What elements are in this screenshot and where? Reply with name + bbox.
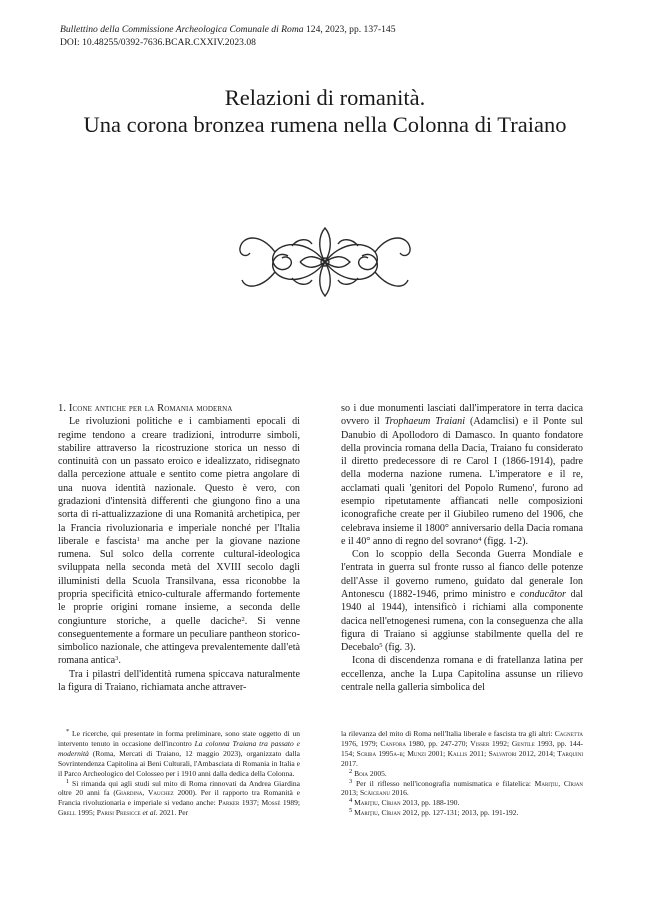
text: ). Per il rapporto tra Romanità e Francia rivoluzionaria e imperiale si vedano anche: [58, 788, 300, 808]
citation: Mariţiu, Cîrjan 2013 [354, 798, 418, 808]
right-column [341, 402, 583, 694]
section-title: Icone antiche per la Romania moderna [68, 403, 233, 414]
title-line-2: Una corona bronzea rumena nella Colonna di Traiano [83, 112, 567, 137]
footnote-ref[interactable]: 5 [379, 642, 383, 650]
section-heading [58, 402, 300, 415]
italic-term: et al. [140, 808, 158, 818]
italic-term: Trophaeum Traiani [384, 416, 466, 428]
italic-term: conducător [519, 588, 566, 600]
footnote-ref[interactable]: 3 [115, 655, 119, 663]
footnote-ref[interactable]: 2 [241, 615, 245, 623]
paragraph [58, 415, 300, 667]
footnotes-left [58, 729, 300, 818]
text: Le rivoluzioni politiche e i cambiamenti epocali di regime tendono a creare tradizioni, introdurre simboli, stabilire attraverso la ricostruzione storica un nesso di continuità con un passato eroico e idealizzato, ridisegnato dalla percezione attuale e sentito come pietra angolare di una nuova identità nazionale. Questo è vero, con gradazioni d'intensità differenti che giungono fino a una sorta di ri-attualizzazione di una Romanità archetipica, per la Francia rivoluzionaria e imperiale nonché per l'Italia liberale e fascista [58, 416, 300, 547]
article-title [40, 84, 610, 138]
footnote [58, 729, 300, 779]
text: , pp. 127-131; 2013, pp. 191-192. [417, 808, 519, 818]
decorative-ornament-icon [230, 222, 420, 302]
paragraph: Tra i pilastri dell'identità rumena spiccava naturalmente la figura di Traiano, richiamata anche attraver- [58, 668, 300, 693]
footnote [341, 808, 583, 818]
section-number: 1. [58, 403, 67, 414]
text: , pp. 188-190. [417, 798, 460, 808]
footnote-mark: 1 [66, 777, 70, 785]
text: so i due monumenti lasciati dall'imperatore in terra dacica ovvero il [341, 403, 583, 428]
text: (Roma, Mercati di Traiano, 12 maggio 2023), organizzato dalla Sovrintendenza Capitolina ai Beni Culturali, l'Ambasciata di Romania in Italia e il Parco Archeologico del Colosseo per i 1910 anni dalla dedica della Colonna. [58, 748, 300, 778]
citation: Cagnetta 1976, 1979; Canfora 1980 [341, 729, 583, 748]
footnote-mark: 2 [349, 767, 353, 775]
text: Le ricerche, qui presentate in forma preliminare, sono state oggetto di un intervento tenuto in occasione dell'incontro [58, 729, 301, 748]
footnotes-right [341, 729, 583, 818]
italic-term: La colonna Traiana tra passato e modernità [58, 738, 300, 758]
citation: Mariţiu, Cîrjan 2013; Scăiceanu 2016 [341, 778, 584, 798]
paragraph [341, 548, 583, 654]
footnote [341, 779, 583, 799]
footnote-ref[interactable]: 1 [136, 535, 140, 543]
footnote [341, 729, 583, 769]
text: . Si venne conseguentemente a formare un peculiare pantheon storico-simbolico nazionale, che attingeva prevalentemente dall'età romana antica [58, 615, 301, 667]
footnote-mark: 5 [349, 807, 353, 815]
citation: Mariţiu, Cîrjan 2012 [354, 808, 418, 818]
text: , pp. 144-154; [341, 738, 583, 758]
volume-pages: 124, 2023, pp. 137-145 [305, 24, 396, 35]
paragraph: Icona di discendenza romana e di fratellanza latina per eccellenza, anche la Lupa Capitolina assunse un rilievo centrale nella galleria simbolica del [341, 655, 583, 693]
footnote-mark: 3 [349, 777, 353, 785]
footnote [341, 769, 583, 779]
footnote-mark: * [66, 728, 70, 735]
text: (fig. 3). [382, 642, 416, 654]
text: 2021. Per [157, 808, 189, 818]
citation: Visser 1992; Gentile 1993 [470, 738, 553, 748]
text: Con lo scoppio della Seconda Guerra Mondiale e l'entrata in guerra sul fronte russo al fianco delle potenze dell'Asse il governo rumeno, guidato dal generale Ion Antonescu (1882-1946, primo ministro e [341, 549, 583, 600]
text: . [356, 758, 358, 768]
text: la rilevanza del mito di Roma nell'Italia liberale e fascista tra gli altri: [341, 729, 555, 738]
text: dal 1940 al 1944), intensificò i richiami alla componente dacica nell'etnogenesi rumena, con la conseguenza che alla figura di Traiano si aggiunse stabilmente quella del re Decebalo [341, 588, 584, 654]
footnote [58, 779, 300, 819]
left-column [58, 402, 300, 694]
text: , pp. 247-270; [423, 738, 471, 748]
footnote-mark: 4 [349, 797, 353, 805]
paragraph [341, 402, 583, 548]
doi: DOI: 10.48255/0392-7636.BCAR.CXXIV.2023.08 [60, 36, 256, 48]
journal-title: Bullettino della Commissione Archeologica Comunale di Roma [60, 24, 304, 35]
text: . [406, 788, 409, 798]
citation: Parker 1937; Mossé 1989; Grell 1995; Parisi Presicce [58, 798, 300, 818]
text: Si rimanda qui agli studi sul mito di Roma rinnovati da Andrea Giardina oltre 20 anni fa ( [58, 778, 301, 798]
running-header [60, 24, 600, 49]
text: ma anche per la giovane nazione rumena. Sul solco della corrente cultural-ideologica sviluppata nella seconda metà del XVIII secolo dagli illuministi della Scuola Transilvana, essa riconobbe la propria specificità etnico-culturale affermando fortemente le proprie origini romane insieme, a seconda delle congiunture storiche, a quelle daciche [58, 535, 300, 627]
text: Per il riflesso nell'iconografia numismatica e filatelica: [355, 778, 535, 788]
footnote-ref[interactable]: 4 [478, 535, 482, 543]
citation: Boia 2005. [354, 768, 387, 778]
title-line-1: Relazioni di romanità. [224, 85, 426, 110]
citation: Scriba 1995a-b; Munzi 2001; Kallis 2011; Salvatori 2012, 2014; Tarquini 2017 [341, 748, 584, 768]
text: . [118, 655, 121, 667]
text: (figg. 1-2). [481, 535, 528, 547]
text: (Adamclisi) e il Ponte sul Danubio di Apollodoro di Damasco. In quanto fondatore della provincia romana della Dacia, Traiano fu considerato il diretto predecessore di re Carol I (1866-1914), padre della moderna nazione rumena. L'imperatore e il re, acclamati quali 'genitori del Popolo Rumeno', furono ad esempio ripetutamente affiancati nelle composizioni iconografiche create per il Giubileo rumeno del 1906, che celebrava insieme il 1800° anniversario della Dacia romana e il 40° anno di regno del sovrano [341, 416, 583, 547]
footnote [341, 798, 583, 808]
citation: Giardina, Vauchez 2000 [115, 788, 193, 798]
